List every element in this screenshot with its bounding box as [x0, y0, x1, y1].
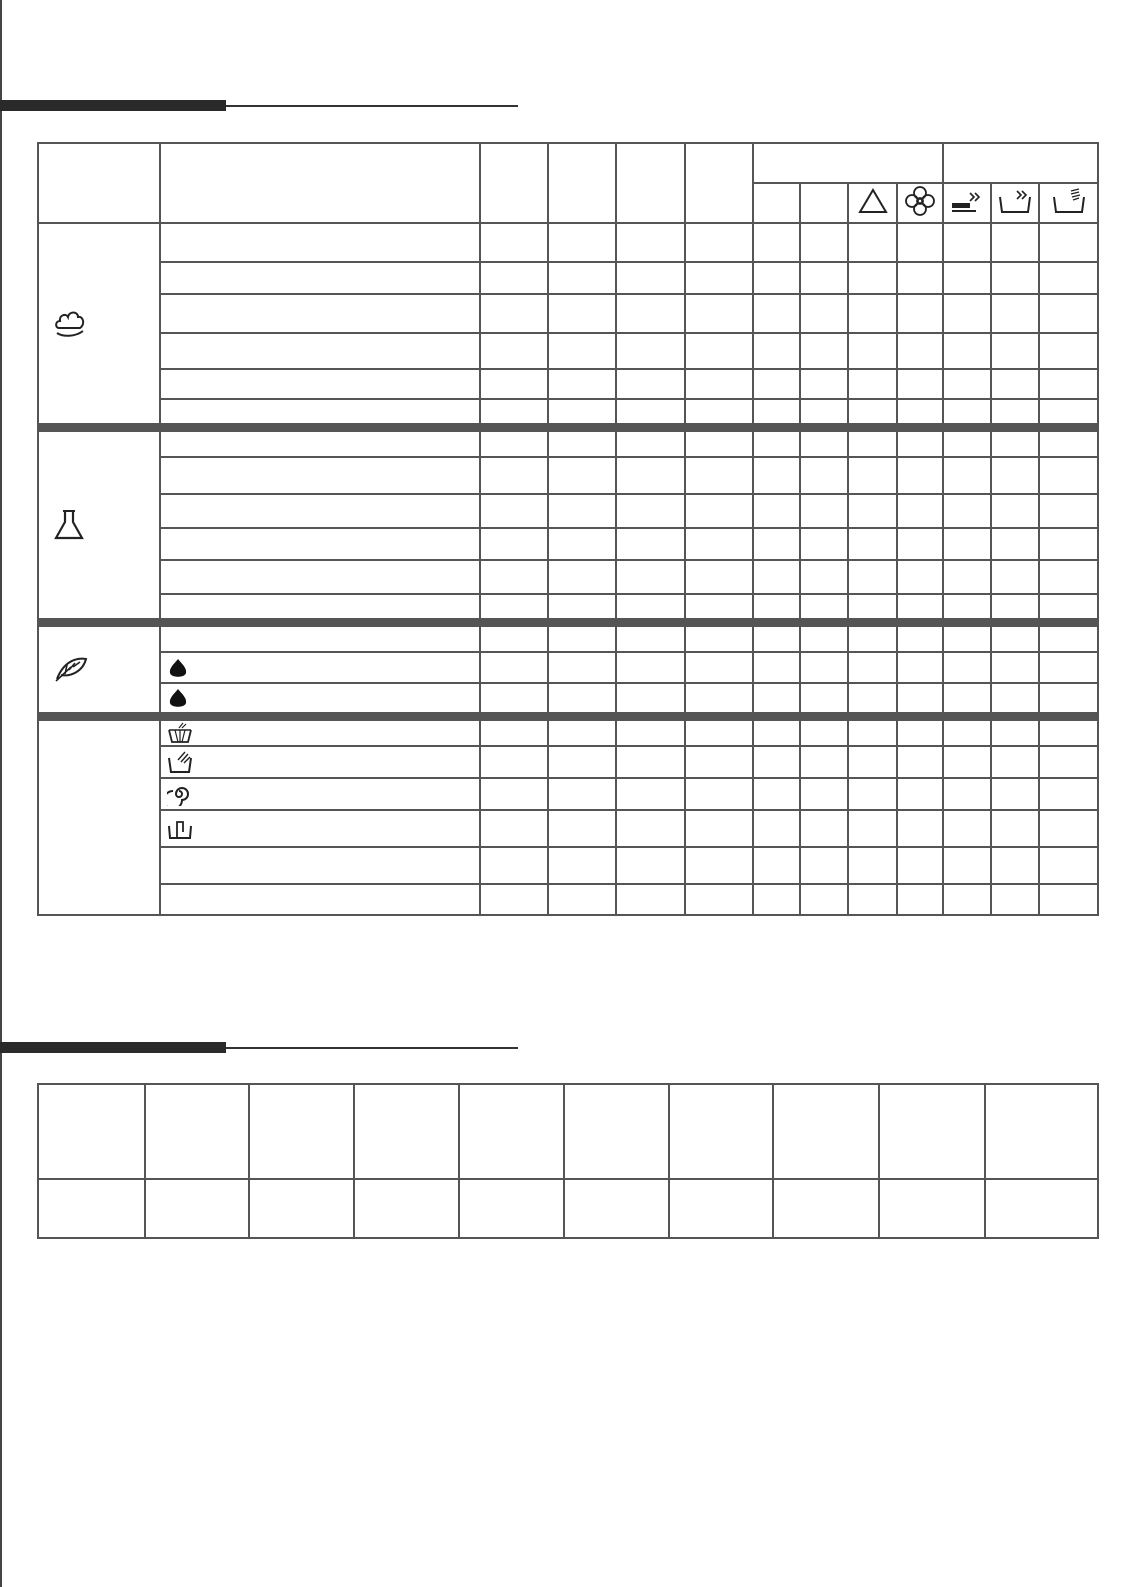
header-sub-5 [943, 183, 991, 223]
program-cell [160, 716, 480, 746]
table-cell [564, 1084, 669, 1179]
drain-basin-icon [167, 818, 193, 840]
category-cell-3 [38, 622, 160, 716]
program-cell [160, 223, 480, 262]
program-table [37, 142, 1099, 916]
table-cell [249, 1179, 354, 1238]
program-cell [160, 778, 480, 810]
section-rule-2 [0, 1047, 518, 1049]
drop-icon [167, 688, 189, 708]
table-cell [773, 1179, 879, 1238]
table-cell [985, 1084, 1098, 1179]
program-cell [160, 884, 480, 915]
program-cell [160, 810, 480, 847]
flower-icon [904, 185, 936, 217]
program-cell [160, 427, 480, 457]
tray-fast-forward-icon [950, 187, 984, 215]
rinse-basin-icon [167, 750, 193, 774]
program-cell [160, 594, 480, 622]
program-cell [160, 333, 480, 369]
table-cell [459, 1179, 564, 1238]
program-cell [160, 746, 480, 778]
header-sub-6 [991, 183, 1039, 223]
basin-fast-forward-icon [997, 187, 1033, 215]
header-cell-category [38, 143, 160, 223]
program-cell [160, 457, 480, 494]
header-sub-1 [753, 183, 800, 223]
program-cell [160, 369, 480, 399]
table-cell [564, 1179, 669, 1238]
flask-icon [53, 508, 85, 542]
header-sub-3 [848, 183, 897, 223]
header-cell-col4 [548, 143, 616, 223]
header-sub-7 [1039, 183, 1098, 223]
table-cell [145, 1179, 249, 1238]
program-cell [160, 560, 480, 594]
header-sub-4 [897, 183, 943, 223]
program-cell [160, 399, 480, 427]
table-cell [38, 1179, 145, 1238]
program-cell [160, 294, 480, 333]
table-cell [669, 1179, 773, 1238]
program-cell [160, 494, 480, 528]
header-group-2 [943, 143, 1098, 183]
program-cell [160, 652, 480, 683]
table-cell [249, 1084, 354, 1179]
table-cell [879, 1084, 985, 1179]
table-cell [879, 1179, 985, 1238]
table-cell [773, 1084, 879, 1179]
table-cell [38, 1084, 145, 1179]
cloud-on-hand-icon [53, 306, 89, 340]
program-cell [160, 528, 480, 560]
category-cell-2 [38, 427, 160, 622]
table-cell [669, 1084, 773, 1179]
wash-basket-icon [167, 722, 193, 744]
feather-icon [53, 655, 89, 683]
table-cell [459, 1084, 564, 1179]
header-cell-col6 [685, 143, 753, 223]
spin-spiral-icon [167, 782, 191, 806]
table-cell [354, 1179, 459, 1238]
data-table [37, 1083, 1099, 1239]
table-cell [354, 1084, 459, 1179]
header-cell-col5 [616, 143, 685, 223]
program-cell [160, 847, 480, 884]
header-cell-program [160, 143, 480, 223]
header-sub-2 [800, 183, 848, 223]
section-rule-1 [0, 105, 518, 107]
table-cell [145, 1084, 249, 1179]
program-cell [160, 683, 480, 716]
table-cell [985, 1179, 1098, 1238]
triangle-icon [858, 188, 888, 214]
header-group-1 [753, 143, 943, 183]
basin-shower-icon [1051, 187, 1087, 215]
page-left-edge [0, 0, 2, 1587]
drop-icon [167, 658, 189, 678]
header-cell-col3 [480, 143, 548, 223]
program-cell [160, 262, 480, 294]
category-cell-1 [38, 223, 160, 427]
category-cell-4 [38, 716, 160, 915]
program-cell [160, 622, 480, 652]
